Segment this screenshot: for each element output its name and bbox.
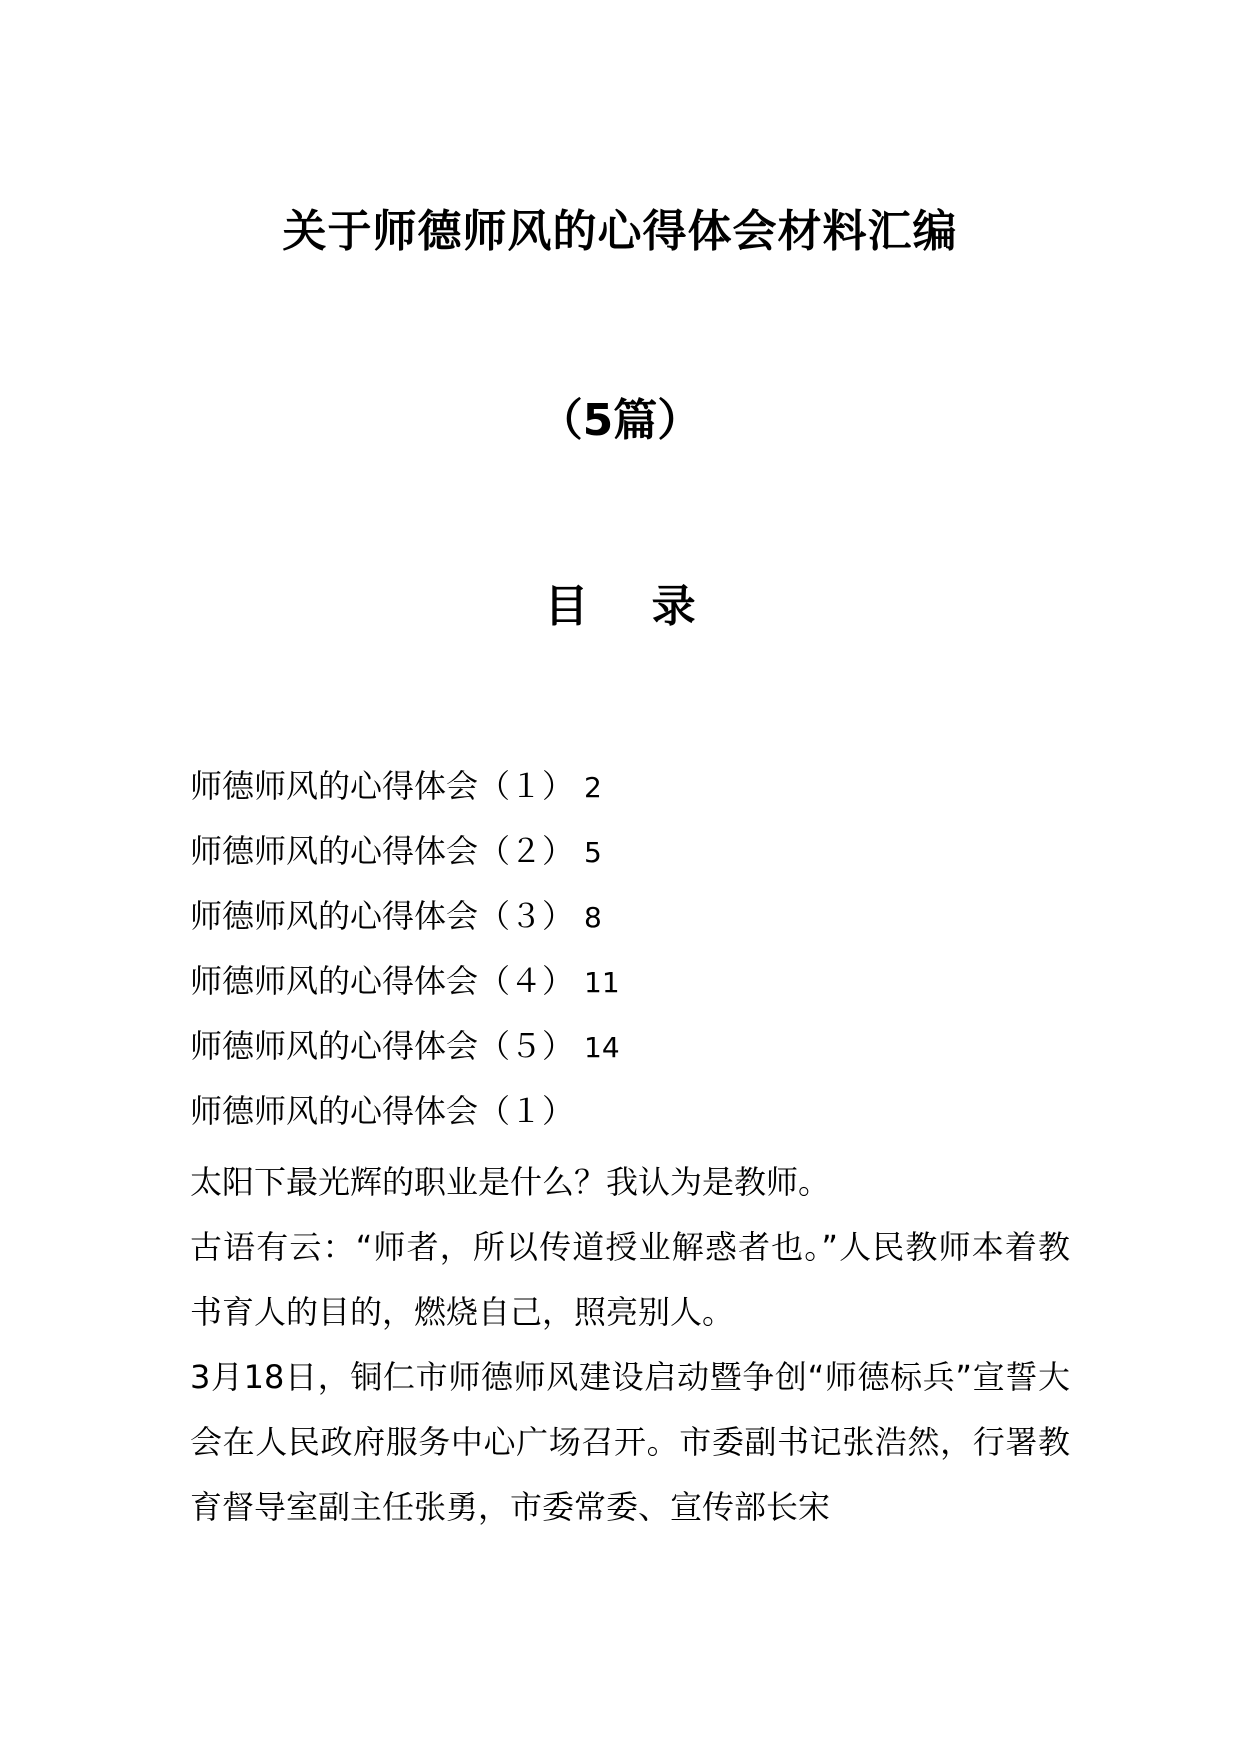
paragraph: 古语有云：“师者，所以传道授业解惑者也。”人民教师本着教书育人的目的，燃烧自己，照亮别人。 xyxy=(190,1228,1070,1331)
toc-item-page: 14 xyxy=(584,1031,620,1064)
toc-item-title: 师德师风的心得体会（２） xyxy=(190,832,575,870)
toc-item-title: 师德师风的心得体会（４） xyxy=(190,962,575,1000)
toc-item-page: 5 xyxy=(584,836,602,869)
toc-item-title: 师德师风的心得体会（３） xyxy=(190,897,575,935)
document-title: 关于师德师风的心得体会材料汇编 xyxy=(282,206,958,257)
toc-item-title: 师德师风的心得体会（１） xyxy=(190,767,575,805)
toc-item-page: 2 xyxy=(584,771,602,804)
toc-item[interactable] xyxy=(190,1020,620,1085)
body-text xyxy=(190,1085,1070,1540)
toc-item-title: 师德师风的心得体会（５） xyxy=(190,1027,575,1065)
toc-item-page: 11 xyxy=(584,966,620,999)
table-of-contents xyxy=(190,760,620,1085)
document-subtitle: （5篇） xyxy=(538,395,702,446)
toc-item[interactable] xyxy=(190,890,620,955)
section-heading: 师德师风的心得体会（１） xyxy=(190,1092,575,1130)
paragraph: 3月18日，铜仁市师德师风建设启动暨争创“师德标兵”宣誓大会在人民政府服务中心广场召开。市委副书记张浩然，行署教育督导室副主任张勇，市委常委、宣传部长宋 xyxy=(190,1358,1070,1526)
toc-item[interactable] xyxy=(190,825,620,890)
toc-item[interactable] xyxy=(190,760,620,825)
paragraph: 太阳下最光辉的职业是什么？我认为是教师。 xyxy=(190,1163,831,1201)
toc-item[interactable] xyxy=(190,955,620,1020)
toc-heading: 目 录 xyxy=(544,581,720,632)
toc-item-page: 8 xyxy=(584,901,602,934)
